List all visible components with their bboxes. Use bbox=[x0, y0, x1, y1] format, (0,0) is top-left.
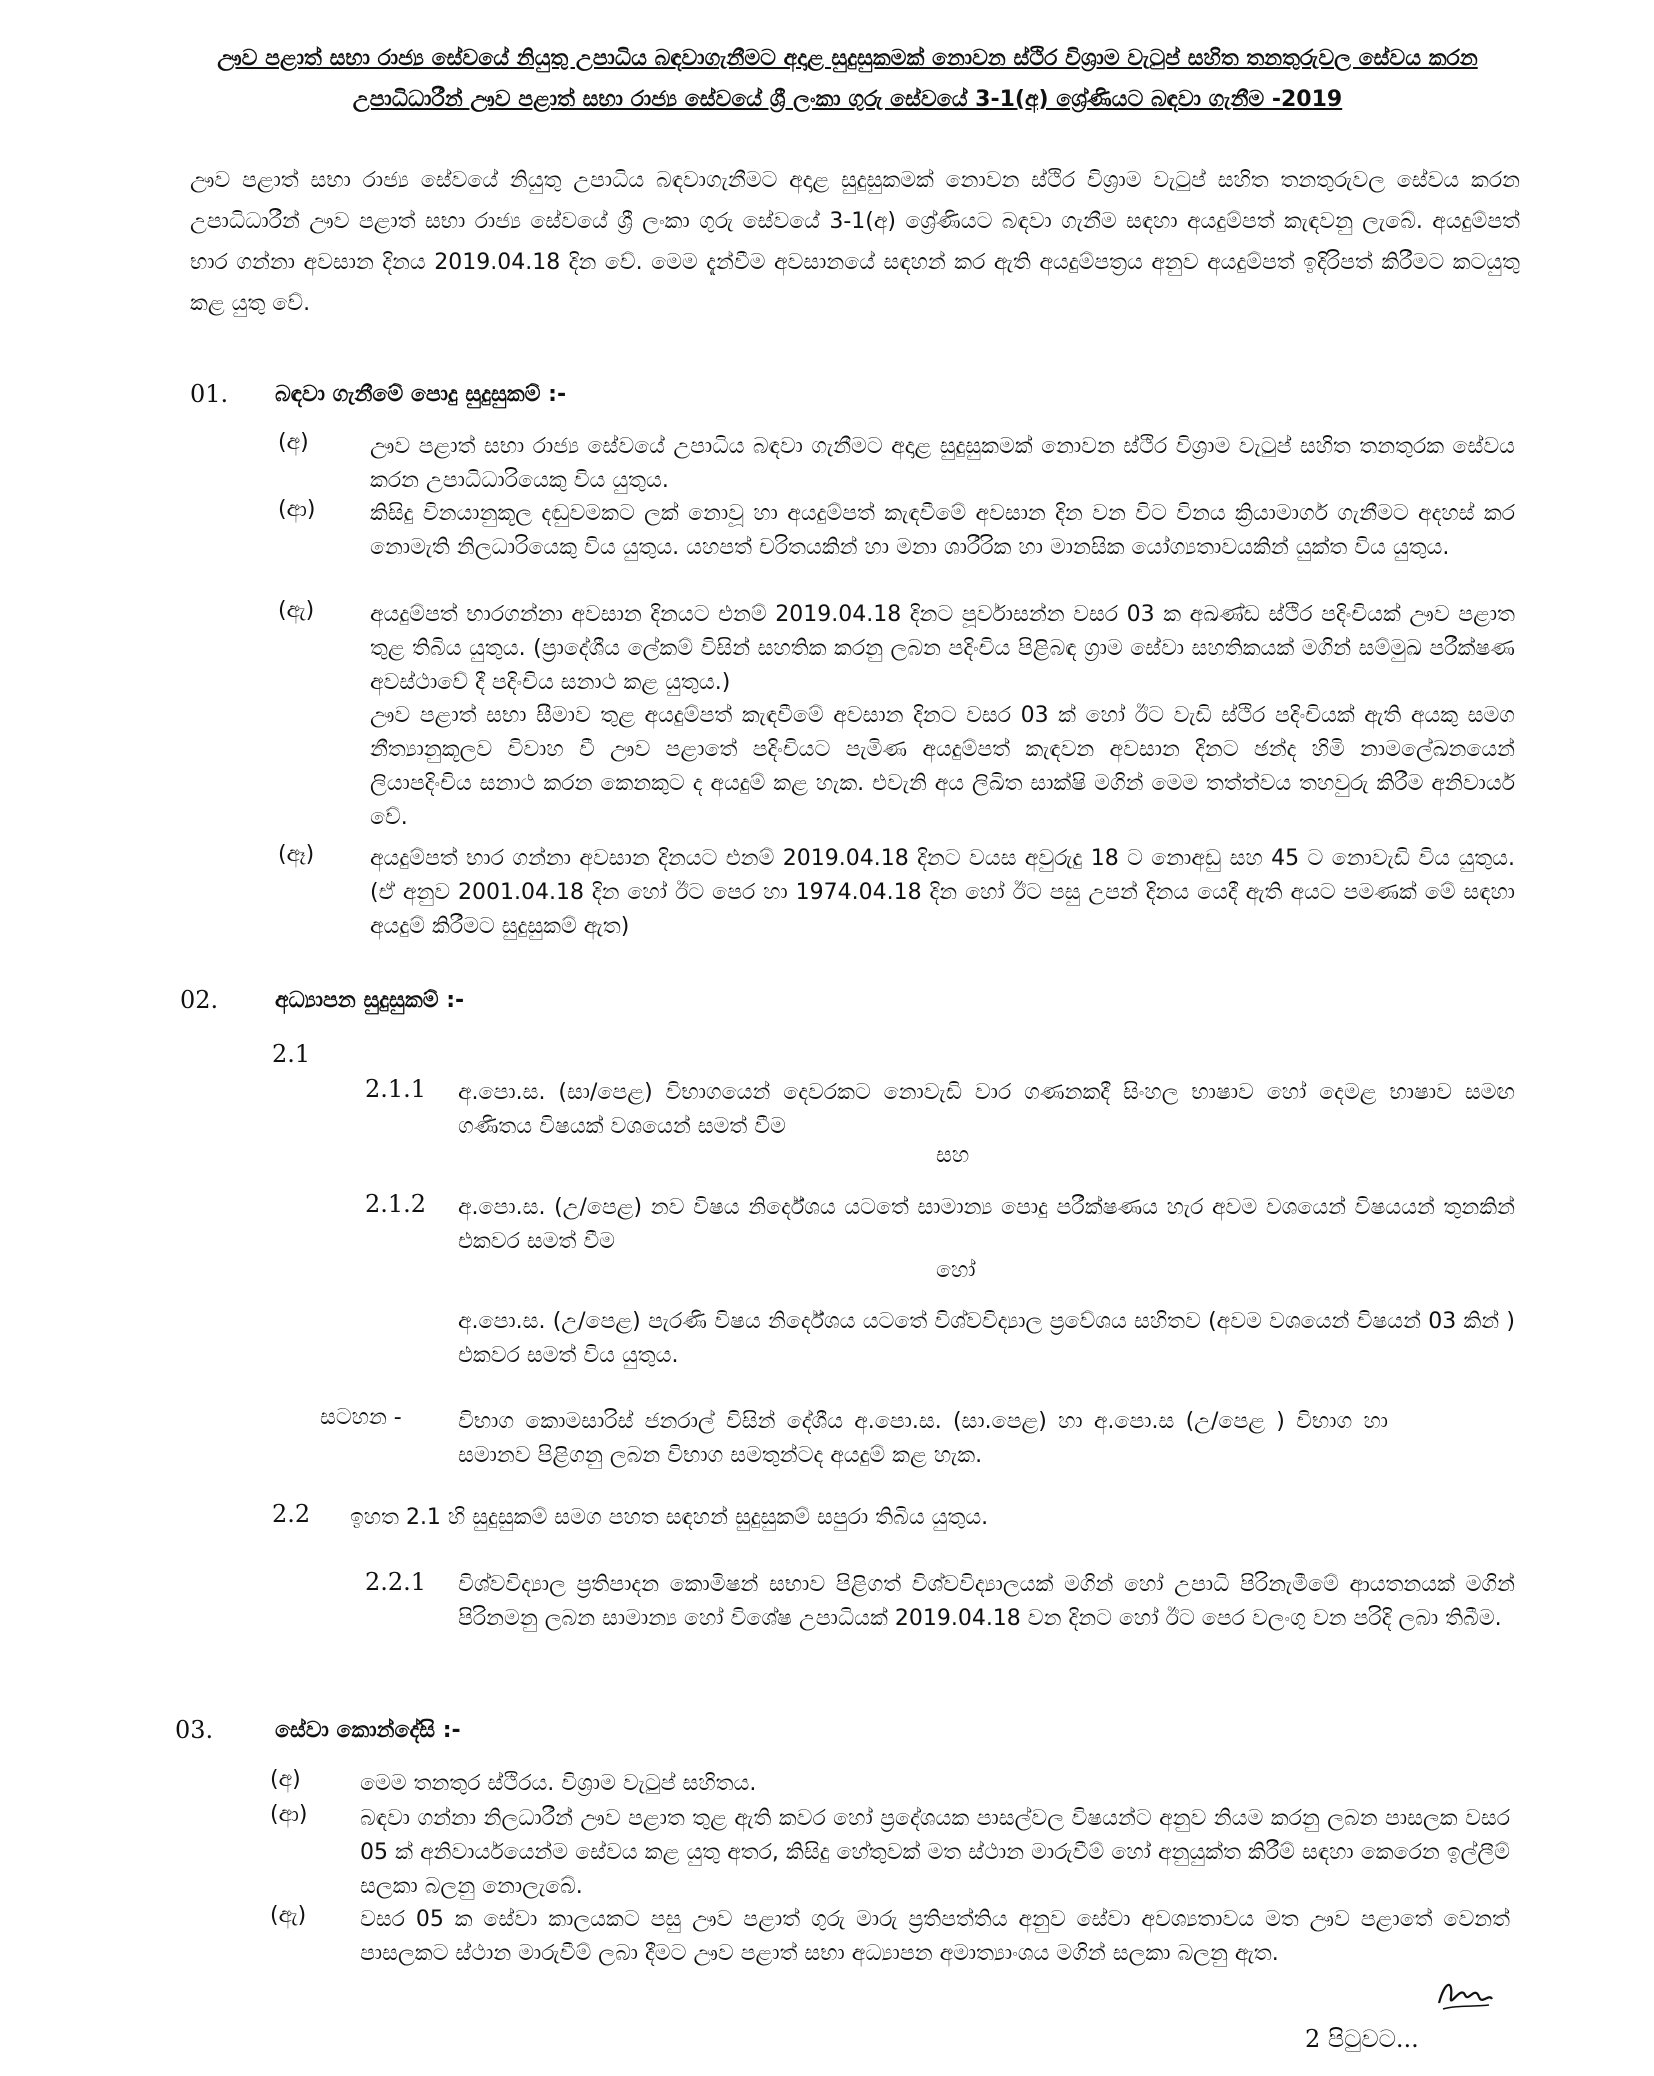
signature-mark bbox=[1435, 1975, 1495, 2015]
section-1-number: 01. bbox=[190, 380, 229, 408]
item-2-1-2-alt-text: අ.පො.ස. (උ/පෙළ) පැරණි විෂය නිර්දේශය යටතේ විශ්වවිද්‍යාල ප්‍රවේශය සහිතව (අවම වශයෙන් විෂයන් 03 කින් ) එකවර සමත් විය යුතුය. bbox=[458, 1309, 1515, 1368]
s3-a-marker: (අ) bbox=[270, 1767, 301, 1792]
item-2-1-number: 2.1 bbox=[272, 1040, 311, 1068]
s1-a-text: ඌව පළාත් සභා රාජ්‍ය සේවයේ උපාධිය බඳවා ගැනීමට අදාළ සුදුසුකමක් නොවන ස්ථිර විශ්‍රාම වැටුප් සහිත තනතුරක සේවය කරන උපාධිධාරියෙකු විය යුතුය. bbox=[370, 434, 1515, 493]
document-title: ඌව පළාත් සභා රාජ්‍ය සේවයේ නියුතු උපාධිය බඳවාගැනීමට අදාළ සුදුසුකමක් නොවන ස්ථිර විශ්‍රාම වැටුප් සහිත තනතුරුවල සේවය කරන උපාධිධාරීන් ඌව පළාත් සභා රාජ්‍ය සේවයේ ශ්‍රී ලංකා ගුරු සේවයේ 3-1(අ) ශ්‍රේණියට බඳවා ගැනීම -2019 bbox=[217, 46, 1478, 112]
section-2-heading: අධ්‍යාපන සුදුසුකම් :- bbox=[275, 988, 465, 1013]
item-2-1-1-text: අ.පො.ස. (සා/පෙළ) විභාගයෙන් දෙවරකට නොවැඩි වාර ගණනකදී සිංහල භාෂාව හෝ දෙමළ භාෂාව සමඟ ගණිතය විෂයක් වශයෙන් සමත් වීම bbox=[458, 1080, 1515, 1139]
s3-a-text: මෙම තනතුර ස්ථිරය. විශ්‍රාම වැටුප් සහිතය. bbox=[360, 1771, 757, 1796]
s1-aa-marker: (ආ) bbox=[278, 497, 316, 522]
s3-aa-marker: (ආ) bbox=[270, 1802, 308, 1827]
item-2-1-2-text: අ.පො.ස. (උ/පෙළ) නව විෂය නිර්දේශය යටතේ සාමාන්‍ය පොදු පරීක්ෂණය හැර අවම වශයෙන් විෂයයන් තුනකින් එකවර සමත් වීම bbox=[458, 1195, 1515, 1254]
section-3-heading: සේවා කොන්දේසි :- bbox=[275, 1718, 461, 1743]
s3-aa-text: බඳවා ගන්නා නිලධාරීන් ඌව පළාත තුළ ඇති කවර හෝ ප්‍රදේශයක පාසල්වල විෂයන්ට අනුව නියම කරනු ලබන පාසලක වසර 05 ක් අනිවාර්යයෙන්ම සේවය කළ යුතු අතර, කිසිදු හේතුවක් මත ස්ථාන මාරුවීම් හෝ අනුයුක්ත කිරීම් සඳහා කෙරෙන ඉල්ලීම් සලකා බලනු නොලැබේ. bbox=[360, 1806, 1510, 1899]
s3-ae-marker: (ඇ) bbox=[270, 1903, 307, 1928]
connector-and: සහ bbox=[936, 1143, 970, 1168]
item-2-2-number: 2.2 bbox=[272, 1500, 311, 1528]
s3-ae-text: වසර 05 ක සේවා කාලයකට පසු ඌව පළාත් ගුරු මාරු ප්‍රතිපත්තිය අනුව සේවා අවශ්‍යතාවය මත ඌව පළාතේ වෙනත් පාසලකට ස්ථාන මාරුවීම් ලබා දීමට ඌව පළාත් සභා අධ්‍යාපන අමාත්‍යාංශය මගින් සලකා බලනු ඇත. bbox=[360, 1907, 1510, 1966]
s1-ae2-marker: (ඈ) bbox=[278, 842, 315, 867]
s1-ae2-text: අයදුම්පත් භාර ගන්නා අවසාන දිනයට එනම් 2019.04.18 දිනට වයස අවුරුදු 18 ට නොඅඩු සහ 45 ට නොවැඩි විය යුතුය. (ඒ අනුව 2001.04.18 දින හෝ ඊට පෙර හා 1974.04.18 දින හෝ ඊට පසු උපන් දිනය යෙදී ඇති අයට පමණක් මේ සඳහා අයදුම් කිරීමට සුදුසුකම් ඇත) bbox=[370, 846, 1515, 939]
connector-or: හෝ bbox=[936, 1258, 976, 1283]
section-3-number: 03. bbox=[175, 1716, 214, 1744]
s1-ae-marker: (ඇ) bbox=[278, 598, 315, 623]
s1-ae-text-continued: ඌව පළාත් සභා සීමාව තුළ අයදුම්පත් කැඳවීමේ අවසාන දිනට වසර 03 ක් හෝ ඊට වැඩි ස්ථිර පදිංචියක් ඇති අයකු සමග නීත්‍යානුකූලව විවාහ වී ඌව පළාතේ පදිංචියට පැමිණ අයදුම්පත් කැඳවන අවසාන දිනට ඡන්ද හිමි නාමලේඛනයෙන් ලියාපදිංචිය සනාථ කරන කෙනකුට ද අයදුම් කළ හැක. එවැනි අය ලිඛිත සාක්ෂි මගින් මෙම තත්ත්වය තහවුරු කිරීම අනිවාර්ය වේ. bbox=[370, 703, 1515, 830]
item-2-1-1-number: 2.1.1 bbox=[365, 1075, 427, 1103]
s1-aa-text: කිසිදු විනයානුකූල දඬුවමකට ලක් නොවූ හා අයදුම්පත් කැඳවීමේ අවසාන දින වන විට විනය ක්‍රියාමාර්ග ගැනීමට අදහස් කර නොමැති නිලධාරියෙකු විය යුතුය. යහපත් චරිතයකින් හා මනා ශාරීරික හා මානසික යෝග්‍යතාවයකින් යුක්ත විය යුතුය. bbox=[370, 501, 1515, 560]
intro-paragraph: ඌව පළාත් සභා රාජ්‍ය සේවයේ නියුතු උපාධිය බඳවාගැනීමට අදාළ සුදුසුකමක් නොවන ස්ථිර විශ්‍රාම වැටුප් සහිත තනතුරුවල සේවය කරන උපාධිධාරීන් ඌව පළාත් සභා රාජ්‍ය සේවයේ ශ්‍රී ලංකා ගුරු සේවයේ 3-1(අ) ශ්‍රේණියට බඳවා ගැනීම සඳහා අයදුම්පත් කැඳවනු ලැබේ. අයදුම්පත් භාර ගන්නා අවසාන දිනය 2019.04.18 දින වේ. මෙම දැන්වීම අවසානයේ සඳහන් කර ඇති අයදුම්පත්‍රය අනුව අයදුම්පත් ඉදිරිපත් කිරීමට කටයුතු කළ යුතු වේ. bbox=[190, 168, 1520, 316]
page-footer: 2 පිටුවට... bbox=[1305, 2025, 1419, 2053]
section-2-number: 02. bbox=[180, 986, 219, 1014]
section-1-heading: බඳවා ගැනීමේ පොදු සුදුසුකම් :- bbox=[275, 382, 567, 407]
item-2-2-1-number: 2.2.1 bbox=[365, 1568, 427, 1596]
s1-ae-text: අයදුම්පත් භාරගන්නා අවසාන දිනයට එනම් 2019.04.18 දිනට පූර්වාසන්න වසර 03 ක අඛණ්ඩ ස්ථිර පදිංචියක් ඌව පළාත තුළ තිබිය යුතුය. (ප්‍රාදේශීය ලේකම් විසින් සහතික කරනු ලබන පදිංචිය පිළිබඳ ග්‍රාම සේවා සහතිකයක් මගින් සම්මුඛ පරීක්ෂණ අවස්ථාවේ දී පදිංචිය සනාථ කළ යුතුය.) bbox=[370, 602, 1515, 695]
item-2-1-2-number: 2.1.2 bbox=[365, 1190, 427, 1218]
item-2-2-1-text: විශ්වවිද්‍යාල ප්‍රතිපාදන කොමිෂන් සභාව පිළිගත් විශ්වවිද්‍යාලයක් මගින් හෝ උපාධි පිරිනැමීමේ ආයතනයක් මගින් පිරිනමනු ලබන සාමාන්‍ය හෝ විශේෂ උපාධියක් 2019.04.18 වන දිනට හෝ ඊට පෙර වලංගු වන පරිදි ලබා තිබීම. bbox=[458, 1572, 1515, 1631]
s1-a-marker: (අ) bbox=[278, 430, 309, 455]
note-label: සටහන - bbox=[320, 1405, 402, 1430]
item-2-2-text: ඉහත 2.1 හි සුදුසුකම් සමග පහත සඳහන් සුදුසුකම් සපුරා තිබිය යුතුය. bbox=[350, 1505, 989, 1530]
note-text: විභාග කොමසාරිස් ජනරාල් විසින් දේශීය අ.පො.ස. (සා.පෙළ) හා අ.පො.ස (උ/පෙළ ) විභාග හා සමානව පිළිගනු ලබන විභාග සමතුන්ටද අයදුම් කළ හැක. bbox=[458, 1409, 1388, 1468]
